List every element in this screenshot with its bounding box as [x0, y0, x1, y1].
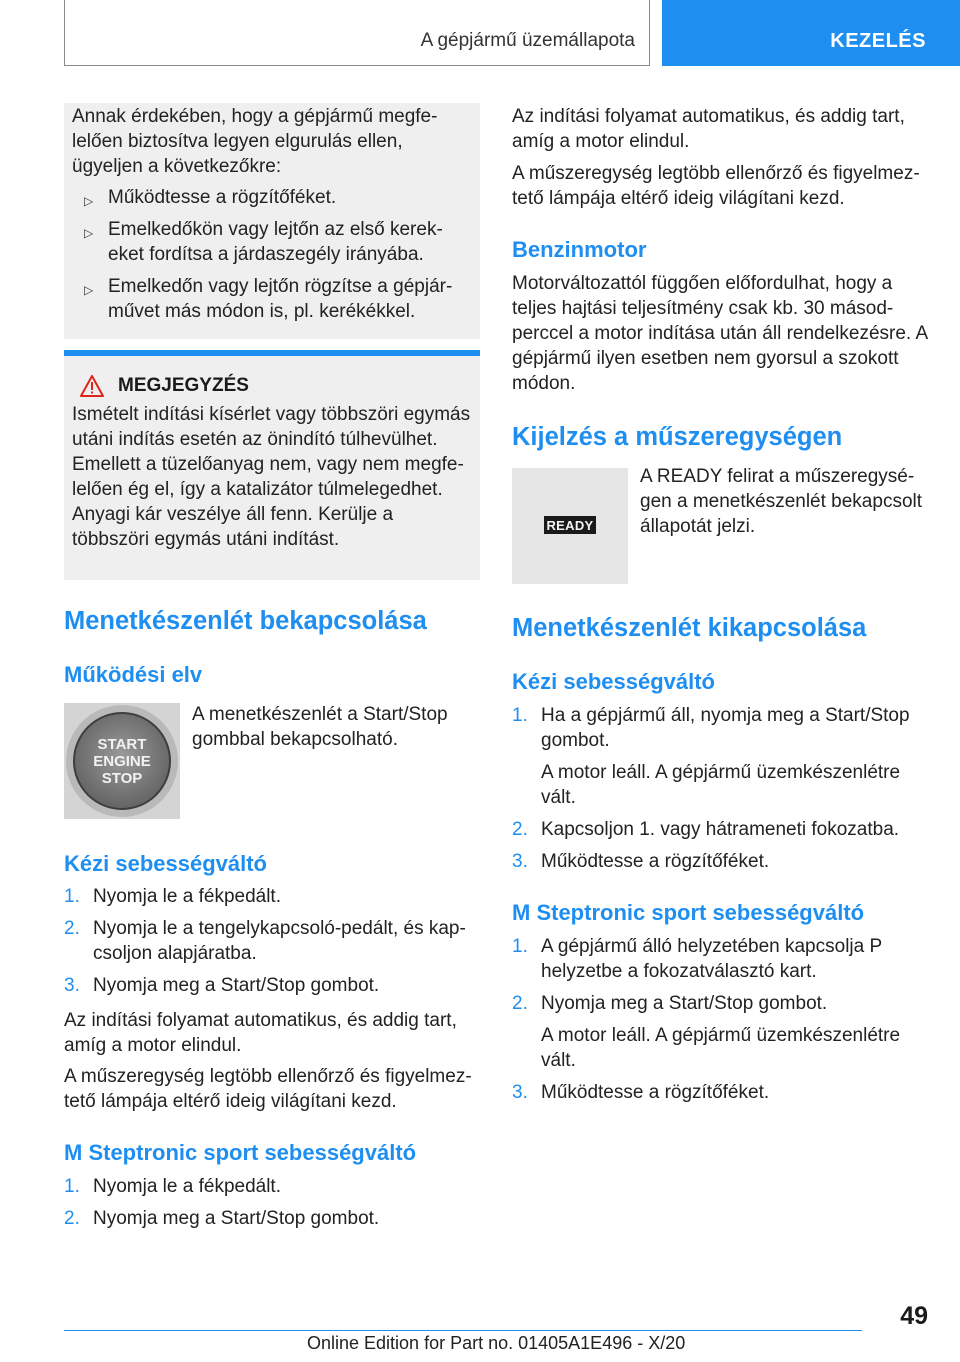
list-item: 1. Ha a gépjármű áll, nyomja meg a Start/Stop gombot. A motor leáll. A gépjármű üzemkészenlétre vált.: [512, 705, 910, 808]
bullet-item: ▷ Működtesse a rögzítőféket.: [72, 185, 472, 210]
section-heading-on: Menetkészenlét bekapcsolása: [64, 607, 427, 635]
footer-divider: [64, 1330, 862, 1331]
triangle-bullet-icon: ▷: [84, 283, 94, 297]
auto-start-text-right: Az indítási folyamat automatikus, és addig tart, amíg a motor elindul.: [512, 106, 905, 152]
lamps-text-right: A műszeregység legtöbb ellenőrző és figyelmeztető lámpája eltérő ideig világítani kezd.: [512, 163, 920, 209]
list-item: 3. Működtesse a rögzítőféket.: [512, 1082, 770, 1103]
manual-on-steps: [64, 884, 474, 998]
lamps-text-left: A műszeregység legtöbb ellenőrző és figyelmeztető lámpája eltérő ideig világítani kezd.: [64, 1066, 472, 1112]
start-engine-stop-icon: [64, 703, 180, 819]
parking-bullet-list: [72, 185, 472, 324]
chapter-title: A gépjármű üzemállapota: [420, 30, 635, 51]
start-stop-button-image: [64, 703, 180, 819]
triangle-bullet-icon: ▷: [84, 194, 94, 208]
ready-badge: [544, 516, 596, 534]
subheading-manual-off: Kézi sebességváltó: [512, 669, 715, 694]
list-item: 1. Nyomja le a fékpedált.: [64, 886, 281, 907]
principle-text: A menetkészenlét a Start/Stop gombbal bekapcsolható.: [192, 704, 448, 750]
button-label-stop: STOP: [101, 770, 143, 787]
steptronic-on-steps: [64, 1174, 474, 1231]
manual-off-steps: [512, 703, 922, 874]
subheading-steptronic-off: M Steptronic sport sebességváltó: [512, 900, 865, 925]
parking-intro: Annak érdekében, hogy a gépjármű megfelelően biztosítva legyen elgurulás ellen, ügyeljen a következőkre:: [72, 106, 438, 177]
list-item: 2. Kapcsoljon 1. vagy hátrameneti fokozatba.: [512, 819, 900, 840]
button-label-start: START: [97, 736, 147, 753]
subheading-principle: Működési elv: [64, 662, 203, 687]
section-heading-display: Kijelzés a műszeregységen: [512, 423, 843, 451]
petrol-text: Motorváltozattól függően előfordulhat, hogy a teljes hajtási teljesítmény csak kb. 30 másodperccel a motor indítása után áll rendelkezésre. A gépjármű ilyen esetben nem gyorsul a szokott módon.: [512, 273, 928, 394]
list-item: 2. Nyomja meg a Start/Stop gombot. A motor leáll. A gépjármű üzemkészenlétre vált.: [512, 993, 901, 1071]
ready-label: READY: [546, 517, 594, 533]
list-item: 3. Nyomja meg a Start/Stop gombot.: [64, 975, 380, 996]
warning-triangle-icon: [80, 375, 104, 397]
button-label-engine: ENGINE: [93, 753, 151, 770]
note-box: [64, 356, 480, 580]
bullet-item: ▷ Emelkedőn vagy lejtőn rögzítse a gépjárművet más módon is, pl. kerékékkel.: [84, 276, 453, 322]
display-text: A READY felirat a műszeregységen a menetkészenlét bekapcsolt állapotát jelzi.: [640, 466, 923, 537]
note-text: Ismételt indítási kísérlet vagy többszöri egymás utáni indítás esetén az önindító túlhevülhet. Emellett a tüzelőanyag nem, vagy nem megfelelően ég el, így a katalizátor túlmelegedhet. Anyagi kár veszélye áll fenn. Kerülje a többszöri egymás utáni indítást.: [72, 404, 471, 550]
list-item: 3. Működtesse a rögzítőféket.: [512, 851, 770, 872]
page-number: 49: [900, 1302, 928, 1330]
list-item: 2. Nyomja meg a Start/Stop gombot.: [64, 1208, 380, 1229]
steptronic-off-steps: [512, 934, 922, 1105]
subheading-manual-on: Kézi sebességváltó: [64, 851, 267, 876]
section-heading-off: Menetkészenlét kikapcsolása: [512, 614, 867, 642]
subheading-petrol: Benzinmotor: [512, 237, 647, 262]
list-item: 2. Nyomja le a tengelykapcsoló-pedált, és kapcsoljon alapjáratba.: [64, 918, 466, 964]
header-chapter-box: [64, 0, 650, 66]
list-item: 1. A gépjármű álló helyzetében kapcsolja P helyzetbe a fokozatválasztó kart.: [512, 936, 882, 982]
list-item: 1. Nyomja le a fékpedált.: [64, 1176, 281, 1197]
note-header: [72, 375, 472, 397]
parking-safety-box: [64, 103, 480, 339]
auto-start-text-left: Az indítási folyamat automatikus, és addig tart, amíg a motor elindul.: [64, 1010, 457, 1056]
note-title: MEGJEGYZÉS: [118, 375, 249, 396]
section-title: KEZELÉS: [830, 30, 926, 52]
triangle-bullet-icon: ▷: [84, 226, 94, 240]
bullet-item: ▷ Emelkedőkön vagy lejtőn az első kerekeket fordítsa a járdaszegély irányába.: [84, 219, 443, 265]
subheading-steptronic-on: M Steptronic sport sebességváltó: [64, 1140, 417, 1165]
ready-display-image: [512, 468, 628, 584]
footer-edition-text: Online Edition for Part no. 01405A1E496 - X/20: [307, 1333, 686, 1353]
header-section-tab: [662, 0, 960, 66]
